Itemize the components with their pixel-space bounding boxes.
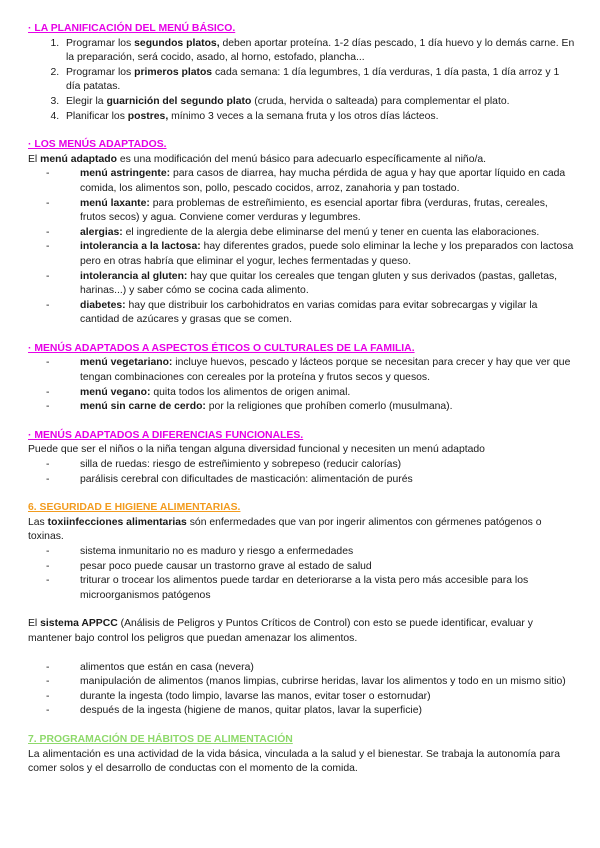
list-item: - menú sin carne de cerdo: por la religiones que prohíben comerlo (musulmana).	[64, 400, 576, 415]
list-item: - menú laxante: para problemas de estreñimiento, es esencial aportar fibra (verduras, frutas, cereales, frutos secos) y agua. Conviene comer verduras y legumbres.	[64, 197, 576, 226]
list-item: - alimentos que están en casa (nevera)	[64, 661, 576, 676]
heading-aspectos-eticos: · MENÚS ADAPTADOS A ASPECTOS ÉTICOS O CULTURALES DE LA FAMILIA.	[28, 342, 415, 354]
adaptados-intro: El menú adaptado es una modificación del menú básico para adecuarlo específicamente al niño/a.	[28, 153, 487, 165]
list-item: - sistema inmunitario no es maduro y riesgo a enfermedades	[64, 545, 576, 560]
appcc-list	[28, 661, 576, 719]
list-item: - durante la ingesta (todo limpio, lavarse las manos, evitar toser o estornudar)	[64, 690, 576, 705]
heading-menus-adaptados: · LOS MENÚS ADAPTADOS.	[28, 139, 167, 151]
list-item: - menú vegano: quita todos los alimentos de origen animal.	[64, 386, 576, 401]
list-item: - después de la ingesta (higiene de manos, quitar platos, lavar la superficie)	[64, 704, 576, 719]
seguridad-intro: Las toxiinfecciones alimentarias són enfermedades que van por ingerir alimentos con gérmenes patógenos o toxinas.	[28, 516, 542, 543]
list-item: - triturar o trocear los alimentos puede tardar en deteriorarse a la vista pero más accesible para los microorganismos patógenos	[64, 574, 576, 603]
list-item: - menú vegetariano: incluye huevos, pescado y lácteos porque se necesitan para crecer y hay que ver que tengan combinaciones con cereales por la proteína y frutos secos y quesos.	[64, 356, 576, 385]
adaptados-list	[28, 167, 576, 328]
list-item: - intolerancia al gluten: hay que quitar los cereales que tengan gluten y sus derivados (pastas, galletas, harinas...) y saber cómo se cocina cada alimento.	[64, 270, 576, 299]
list-item: 4. Planificar los postres, mínimo 3 veces a la semana fruta y los otros días lácteos.	[62, 110, 576, 125]
heading-seguridad-higiene: 6. SEGURIDAD E HIGIENE ALIMENTARIAS.	[28, 502, 241, 514]
list-item: - parálisis cerebral con dificultades de masticación: alimentación de purés	[64, 473, 576, 488]
planificacion-list	[28, 37, 576, 125]
list-item: 3. Elegir la guarnición del segundo plato (cruda, hervida o salteada) para complementar el plato.	[62, 95, 576, 110]
funcionales-list	[28, 458, 576, 487]
document-page	[28, 22, 576, 777]
funcionales-intro: Puede que ser el niños o la niña tengan alguna diversidad funcional y necesiten un menú adaptado	[28, 444, 485, 456]
list-item: 2. Programar los primeros platos cada semana: 1 día legumbres, 1 día verduras, 1 día pasta, 1 día arroz y 1 día patatas.	[62, 66, 576, 95]
appcc-paragraph: El sistema APPCC (Análisis de Peligros y Puntos Críticos de Control) con esto se puede identificar, evaluar y mantener bajo control los peligros que puedan amenazar los alimentos.	[28, 618, 533, 644]
list-item: - manipulación de alimentos (manos limpias, cubrirse heridas, lavar los alimentos y todo en un mismo sitio)	[64, 675, 576, 690]
list-item: - silla de ruedas: riesgo de estreñimiento y sobrepeso (reducir calorías)	[64, 458, 576, 473]
heading-habitos-alimentacion: 7. PROGRAMACIÓN DE HÁBITOS DE ALIMENTACIÓN	[28, 733, 293, 745]
list-item: 1. Programar los segundos platos, deben aportar proteína. 1-2 días pescado, 1 día huevo y lo demás carne. En la preparación, será cocido, asado, al horno, estofado, plancha...	[62, 37, 576, 66]
heading-diferencias-funcionales: · MENÚS ADAPTADOS A DIFERENCIAS FUNCIONALES.	[28, 429, 304, 441]
habitos-paragraph: La alimentación es una actividad de la vida básica, vinculada a la salud y el bienestar. Se trabaja la autonomía para comer solos y el desarrollo de conductas con el momento de la comida.	[28, 748, 560, 775]
list-item: - pesar poco puede causar un trastorno grave al estado de salud	[64, 560, 576, 575]
list-item: - alergias: el ingrediente de la alergia debe eliminarse del menú y tener en cuenta las elaboraciones.	[64, 226, 576, 241]
eticos-list	[28, 356, 576, 414]
seguridad-list	[28, 545, 576, 603]
list-item: - intolerancia a la lactosa: hay diferentes grados, puede solo eliminar la leche y los preparados con lactosa pero en otras habría que eliminar el yogur, leches fermentadas y queso.	[64, 240, 576, 269]
list-item: - diabetes: hay que distribuir los carbohidratos en varias comidas para evitar sobrecargas y vigilar la cantidad de azúcares y grasas que se comen.	[64, 299, 576, 328]
heading-planificacion: · LA PLANIFICACIÓN DEL MENÚ BÁSICO.	[28, 23, 236, 34]
list-item: - menú astringente: para casos de diarrea, hay mucha pérdida de agua y hay que aportar líquido en cada comida, los alimentos son, pollo, pescado cocidos, arroz, zanahoria y pan tostado.	[64, 167, 576, 196]
